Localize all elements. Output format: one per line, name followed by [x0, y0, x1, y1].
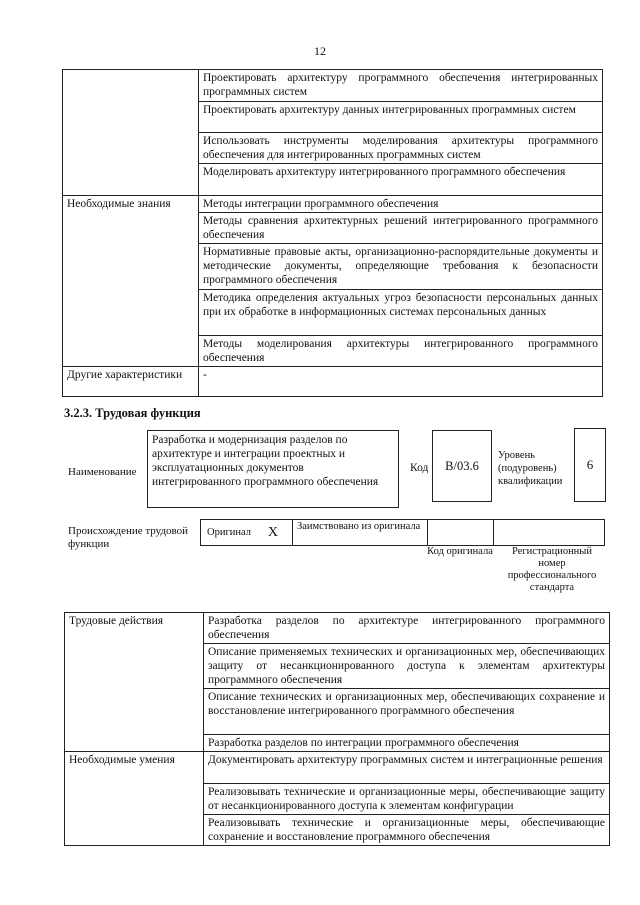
table-cell: Методика определения актуальных угроз безопасности персональных данных при их обработке в информационных системах персональных данных — [199, 290, 603, 336]
name-label: Наименование — [68, 466, 137, 478]
table-cell: Использовать инструменты моделирования архитектуры программного обеспечения для интегрированных программных систем — [199, 133, 603, 164]
table-cell: Описание применяемых технических и организационных мер, обеспечивающих защиту от несанкционированного доступа к элементам архитектуры программного обеспечения — [204, 644, 610, 689]
origin-original-text: Оригинал — [207, 526, 251, 538]
row-label-other: Другие характеристики — [63, 367, 199, 397]
table-cell: Реализовывать технические и организационные меры, обеспечивающие защиту от несанкционированного доступа к элементам конфигурации — [204, 784, 610, 815]
origin-original-cell — [201, 520, 293, 545]
table-cell: Разработка разделов по интеграции программного обеспечения — [204, 735, 610, 752]
page-number: 12 — [314, 44, 326, 58]
table-cell: Методы интеграции программного обеспечения — [199, 196, 603, 213]
table-cell: Проектировать архитектуру данных интегрированных программных систем — [199, 102, 603, 133]
table-cell: - — [199, 367, 603, 397]
table-cell: Нормативные правовые акты, организационно-распорядительные документы и методические документы, определяющие требования к безопасности программного обеспечения — [199, 244, 603, 290]
section-title: 3.2.3. Трудовая функция — [64, 406, 201, 420]
table-cell: Реализовывать технические и организационные меры, обеспечивающие сохранение и восстановление программного обеспечения — [204, 815, 610, 846]
origin-row — [200, 519, 605, 546]
table-cell: Документировать архитектуру программных систем и интеграционные решения — [204, 752, 610, 784]
origin-reg-caption: Регистрационный номер профессионального стандарта — [507, 546, 597, 593]
requirements-table-2 — [64, 612, 610, 846]
function-name-box: Разработка и модернизация разделов по архитектуре и интеграции проектных и эксплуатационных документов интегрированного программного обеспечения — [147, 430, 399, 508]
level-label: Уровень (подуровень) квалификации — [498, 450, 563, 487]
level-value-box: 6 — [574, 428, 606, 502]
origin-code-cell — [428, 520, 494, 545]
code-label: Код — [410, 462, 429, 474]
origin-reg-cell — [494, 520, 604, 545]
table-cell: Методы моделирования архитектуры интегрированного программного обеспечения — [199, 336, 603, 367]
requirements-table-1 — [62, 69, 603, 397]
code-value-box: B/03.6 — [432, 430, 492, 502]
table-cell: Разработка разделов по архитектуре интегрированного программного обеспечения — [204, 613, 610, 644]
origin-code-caption: Код оригинала — [427, 546, 493, 557]
table-cell: Описание технических и организационных мер, обеспечивающих сохранение и восстановление интегрированного программного обеспечения — [204, 689, 610, 735]
row-label-skills: Необходимые умения — [65, 752, 204, 846]
origin-label: Происхождение трудовой функции — [68, 525, 189, 550]
table-cell: Методы сравнения архитектурных решений интегрированного программного обеспечения — [199, 213, 603, 244]
row-label-knowledge: Необходимые знания — [63, 196, 199, 367]
row-label-actions: Трудовые действия — [65, 613, 204, 752]
row-label — [63, 70, 199, 196]
origin-mark: X — [267, 524, 278, 540]
origin-borrowed-cell: Заимствовано из оригинала — [293, 520, 428, 545]
table-cell: Проектировать архитектуру программного обеспечения интегрированных программных систем — [199, 70, 603, 102]
table-cell: Моделировать архитектуру интегрированного программного обеспечения — [199, 164, 603, 196]
